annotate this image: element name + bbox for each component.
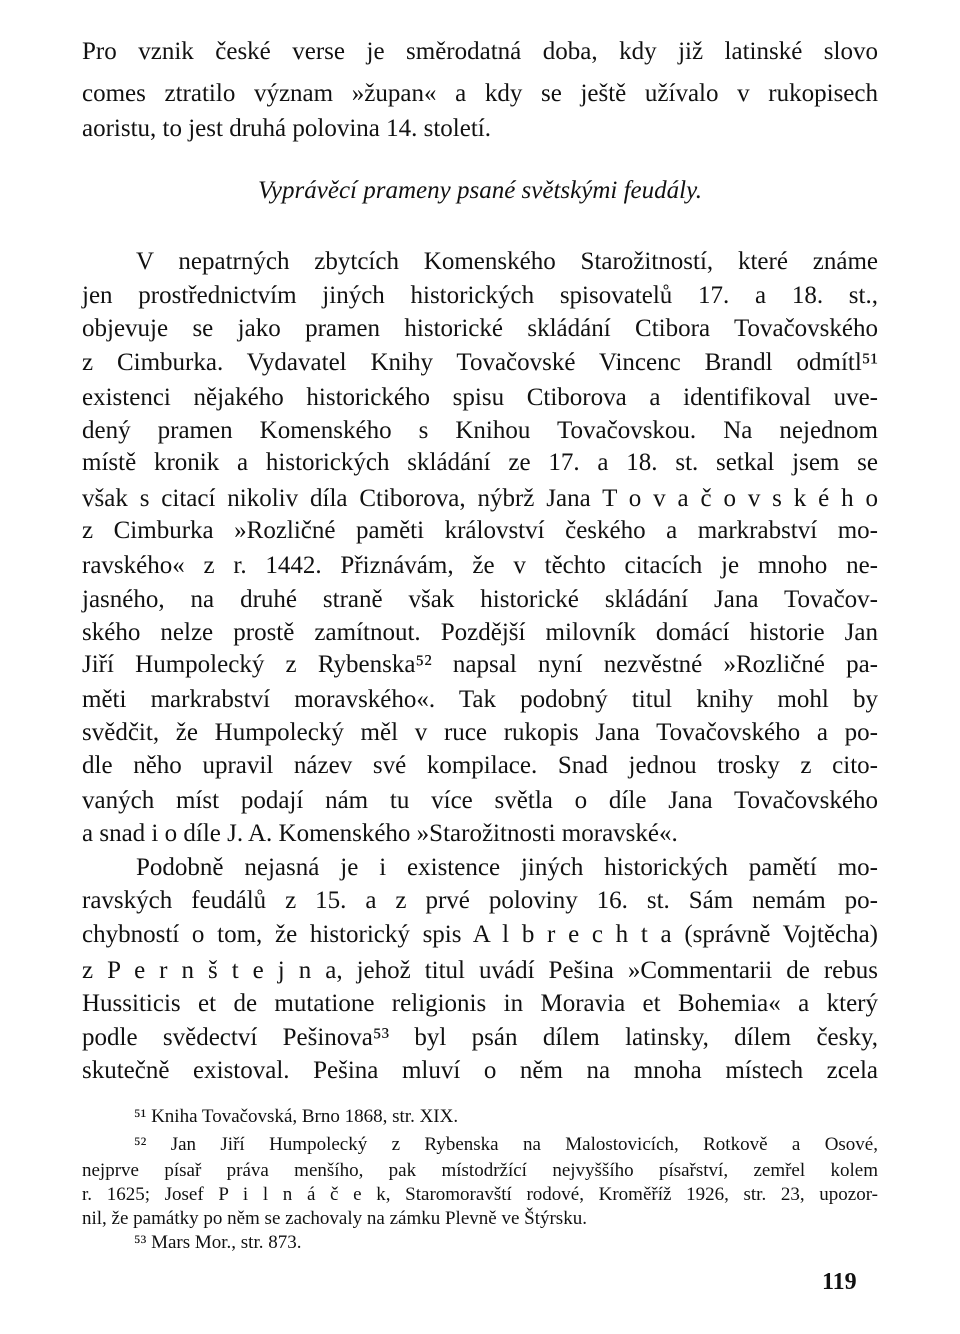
body-line: objevuje se jako pramen historické skládání Ctibora Tovačovského (82, 315, 878, 342)
footnote-line: ⁵³ Mars Mor., str. 873. (134, 1232, 302, 1253)
body-line: ského nelze prostě zamítnout. Pozdější milovník domácí historie Jan (82, 619, 878, 646)
body-line: svědčit, že Humpolecký měl v ruce rukopis Jana Tovačovského a po- (82, 719, 878, 746)
body-line: však s citací nikoliv díla Ctiborova, nýbrž Jana T o v a č o v s k é h o (82, 485, 878, 512)
body-line: a snad i o díle J. A. Komenského »Starožitnosti moravské«. (82, 820, 678, 847)
body-line: Hussiticis et de mutatione religionis in Moravia et Bohemia« a který (82, 990, 878, 1017)
body-line: skutečně existoval. Pešina mluví o něm na mnoha místech zcela (82, 1057, 878, 1084)
body-line: Pro vznik české verse je směrodatná doba, kdy již latinské slovo (82, 38, 878, 65)
body-line: dený pramen Komenského s Knihou Tovačovskou. Na nejednom (82, 417, 878, 444)
body-line: existenci nějakého historického spisu Ctiborova a identifikoval uve- (82, 384, 878, 411)
body-line: Jiří Humpolecký z Rybenska⁵² napsal nyní nezvěstné »Rozličné pa- (82, 651, 878, 678)
body-line: aoristu, to jest druhá polovina 14. století. (82, 115, 491, 142)
body-line: z P e r n š t e j n a, jehož titul uvádí Pešina »Commentarii de rebus (82, 957, 878, 984)
body-line: měti markrabství moravského«. Tak podobný titul knihy mohl by (82, 686, 878, 713)
body-line: podle svědectví Pešinova⁵³ byl psán dílem latinsky, dílem česky, (82, 1024, 878, 1051)
body-line: jen prostřednictvím jiných historických spisovatelů 17. a 18. st., (82, 282, 878, 309)
body-line: V nepatrných zbytcích Komenského Starožitností, které známe (136, 248, 878, 275)
body-line: z Cimburka »Rozličné paměti království českého a markrabství mo- (82, 517, 878, 544)
body-line: dle něho upravil název své kompilace. Snad jednou trosky z cito- (82, 752, 878, 779)
footnote-line: r. 1625; Josef P i l n á č e k, Staromoravští rodové, Kroměříž 1926, str. 23, upozor- (82, 1184, 878, 1205)
body-line: ravského« z r. 1442. Přiznávám, že v těchto citacích je mnoho ne- (82, 552, 878, 579)
body-line: z Cimburka. Vydavatel Knihy Tovačovské Vincenc Brandl odmítl⁵¹ (82, 349, 878, 376)
footnote-line: ⁵² Jan Jiří Humpolecký z Rybenska na Malostovicích, Rotkově a Osové, (134, 1134, 878, 1155)
body-line: místě kronik a historických skládání ze 17. a 18. st. setkal jsem se (82, 449, 878, 476)
footnote-line: ⁵¹ Kniha Tovačovská, Brno 1868, str. XIX. (134, 1106, 459, 1127)
body-line: Podobně nejasná je i existence jiných historických pamětí mo- (136, 854, 878, 881)
body-line: chybností o tom, že historický spis A l b r e c h t a (správně Vojtěcha) (82, 921, 878, 948)
body-line: ravských feudálů z 15. a z prvé poloviny 16. st. Sám nemám po- (82, 887, 878, 914)
body-line: vaných míst podají nám tu více světla o díle Jana Tovačovského (82, 787, 878, 814)
body-line: comes ztratilo význam »župan« a kdy se ještě užívalo v rukopisech (82, 80, 878, 107)
body-line: jasného, na druhé straně však historické skládání Jana Tovačov- (82, 586, 878, 613)
footnote-line: nejprve písař práva menšího, pak místodržící nejvyššího písařství, zemřel kolem (82, 1160, 878, 1181)
section-heading: Vyprávěcí prameny psané světskými feudály. (257, 177, 703, 204)
page-number: 119 (822, 1269, 857, 1295)
footnote-line: nil, že památky po něm se zachovaly na zámku Plevně ve Štýrsku. (82, 1208, 587, 1229)
